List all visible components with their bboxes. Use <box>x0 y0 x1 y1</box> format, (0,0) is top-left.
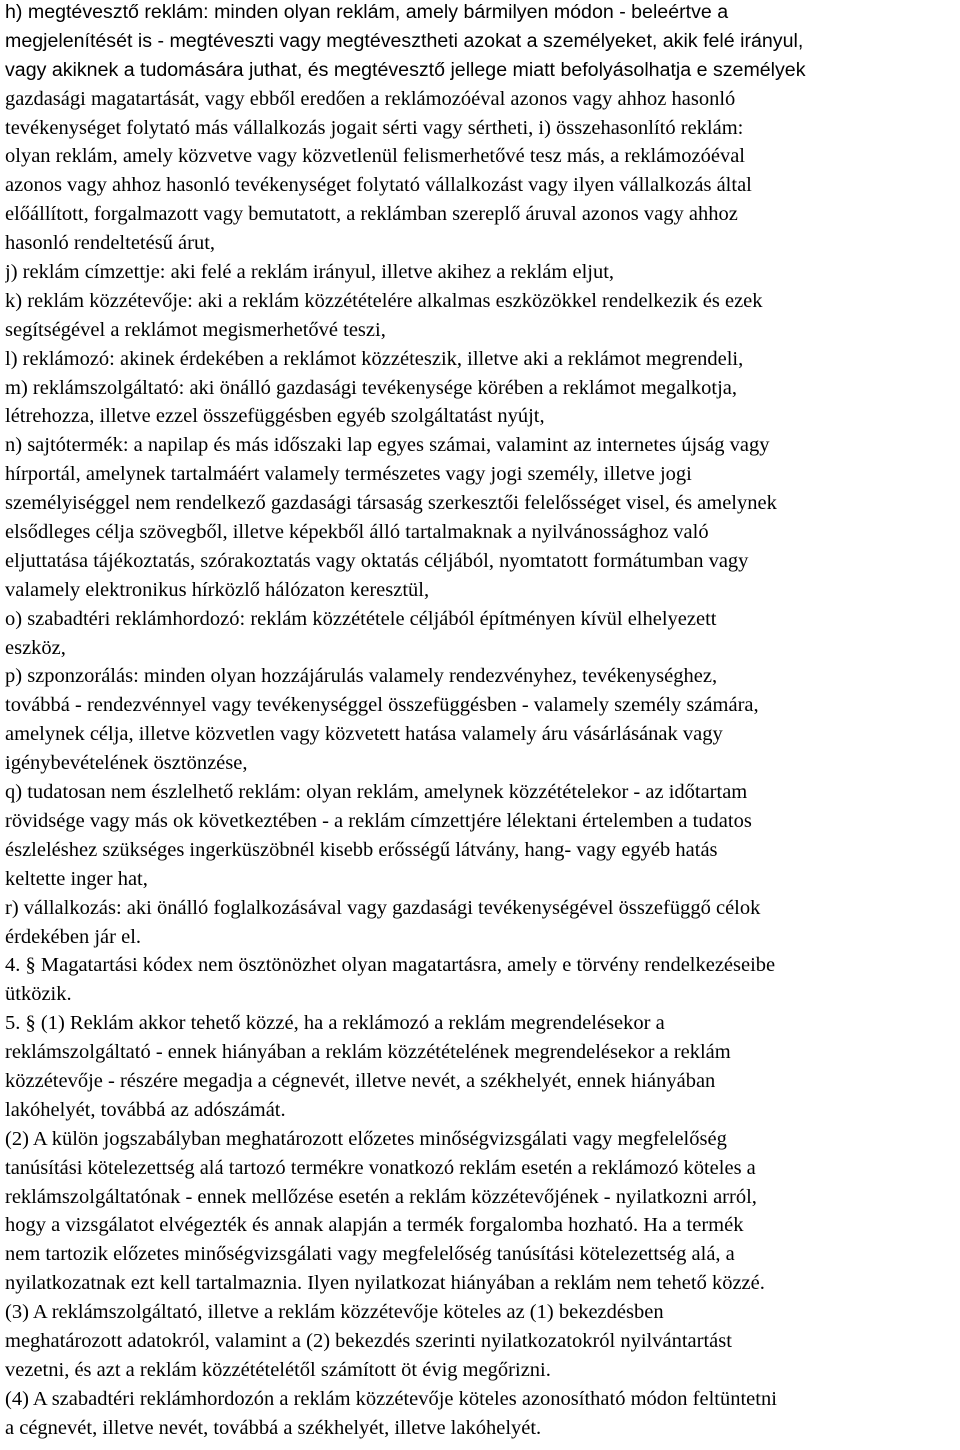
text-line: meghatározott adatokról, valamint a (2) bekezdés szerinti nyilatkozatokról nyilvántartást <box>5 1329 732 1352</box>
text-line: közzétevője - részére megadja a cégnevét, illetve nevét, a székhelyét, ennek hiányában <box>5 1069 716 1092</box>
text-line: j) reklám címzettje: aki felé a reklám irányul, illetve akihez a reklám eljut, <box>5 261 615 284</box>
text-line: olyan reklám, amely közvetve vagy közvetlenül felismerhetővé tesz más, a reklámozóéval <box>5 145 745 168</box>
text-line: hasonló rendeltetésű árut, <box>5 232 216 255</box>
text-line: elsődleges célja szövegből, illetve képekből álló tartalmaknak a nyilvánossághoz való <box>5 521 709 544</box>
text-line: érdekében jár el. <box>5 925 142 948</box>
text-line: 5. § (1) Reklám akkor tehető közzé, ha a reklámozó a reklám megrendelésekor a <box>5 1012 665 1035</box>
text-line: 4. § Magatartási kódex nem ösztönözhet olyan magatartásra, amely e törvény rendelkezéseibe <box>5 954 776 977</box>
text-line: létrehozza, illetve ezzel összefüggésben egyéb szolgáltatást nyújt, <box>5 405 545 428</box>
text-line: eljuttatása tájékoztatás, szórakoztatás vagy oktatás céljából, nyomtatott formátumban vagy <box>5 549 749 572</box>
text-line: tanúsítási kötelezettség alá tartozó termékre vonatkozó reklám esetén a reklámozó köteles a <box>5 1156 756 1179</box>
text-line: valamely elektronikus hírközlő hálózaton keresztül, <box>5 578 430 601</box>
text-line: segítségével a reklámot megismerhetővé teszi, <box>5 318 386 341</box>
text-line: személyiséggel nem rendelkező gazdasági társaság szerkesztői felelősséget visel, és amelynek <box>5 492 777 515</box>
text-line: tevékenységet folytató más vállalkozás jogait sérti vagy sértheti, i) összehasonlító reklám: <box>5 116 744 139</box>
text-line: vezetni, és azt a reklám közzétételétől számított öt évig megőrizni. <box>5 1358 551 1381</box>
text-line: (2) A külön jogszabályban meghatározott előzetes minőségvizsgálati vagy megfelelőség <box>5 1127 727 1150</box>
text-line: észleléshez szükséges ingerküszöbnél kisebb erősségű látvány, hang- vagy egyéb hatás <box>5 838 718 861</box>
text-line: igénybevételének ösztönzése, <box>5 752 248 775</box>
text-line: k) reklám közzétevője: aki a reklám közzétételére alkalmas eszközökkel rendelkezik és ezek <box>5 289 763 312</box>
text-line: l) reklámozó: akinek érdekében a reklámot közzéteszik, illetve aki a reklámot megrendeli, <box>5 347 744 370</box>
text-line: vagy akiknek a tudomására juthat, és megtévesztő jellege miatt befolyásolhatja e személyek <box>5 58 806 81</box>
text-line: o) szabadtéri reklámhordozó: reklám közzététele céljából építményen kívül elhelyezett <box>5 607 717 630</box>
text-line: amelynek célja, illetve közvetlen vagy közvetett hatása valamely áru vásárlásának vagy <box>5 723 723 746</box>
text-line: lakóhelyét, továbbá az adószámát. <box>5 1098 286 1121</box>
text-line: hogy a vizsgálatot elvégezték és annak alapján a termék forgalomba hozható. Ha a termék <box>5 1214 744 1237</box>
text-line: q) tudatosan nem észlelhető reklám: olyan reklám, amelynek közzétételekor - az időtartam <box>5 781 748 804</box>
text-line: eszköz, <box>5 636 66 659</box>
text-line: n) sajtótermék: a napilap és más időszaki lap egyes számai, valamint az internetes újság vagy <box>5 434 770 457</box>
text-line: megjelenítését is - megtéveszti vagy megtévesztheti azokat a személyeket, akik felé irányul, <box>5 29 804 52</box>
text-line: gazdasági magatartását, vagy ebből eredően a reklámozóéval azonos vagy ahhoz hasonló <box>5 87 736 110</box>
text-line: rövidsége vagy más ok következtében - a reklám címzettjére lélektani értelemben a tudatos <box>5 809 752 832</box>
text-line: (3) A reklámszolgáltató, illetve a reklám közzétevője köteles az (1) bekezdésben <box>5 1301 664 1324</box>
text-line: p) szponzorálás: minden olyan hozzájárulás valamely rendezvényhez, tevékenységhez, <box>5 665 718 688</box>
text-line: azonos vagy ahhoz hasonló tevékenységet folytató vállalkozást vagy ilyen vállalkozás által <box>5 174 752 197</box>
text-line: r) vállalkozás: aki önálló foglalkozásával vagy gazdasági tevékenységével összefüggő célok <box>5 896 761 919</box>
text-line: nyilatkozatnak ezt kell tartalmaznia. Ilyen nyilatkozat hiányában a reklám nem tehető közzé. <box>5 1272 765 1295</box>
text-line: hírportál, amelynek tartalmáért valamely természetes vagy jogi személy, illetve jogi <box>5 463 692 486</box>
document-page <box>5 0 957 1443</box>
text-line: a cégnevét, illetve nevét, továbbá a székhelyét, illetve lakóhelyét. <box>5 1416 542 1439</box>
text-line: reklámszolgáltató - ennek hiányában a reklám közzétételének megrendelésekor a reklám <box>5 1041 731 1064</box>
text-line: reklámszolgáltatónak - ennek mellőzése esetén a reklám közzétevőjének - nyilatkozni arról, <box>5 1185 757 1208</box>
text-line: ütközik. <box>5 983 72 1006</box>
text-line: m) reklámszolgáltató: aki önálló gazdasági tevékenysége körében a reklámot megalkotja, <box>5 376 738 399</box>
text-line: továbbá - rendezvénnyel vagy tevékenységgel összefüggésben - valamely személy számára, <box>5 694 759 717</box>
text-line: nem tartozik előzetes minőségvizsgálati vagy megfelelőség tanúsítási kötelezettség alá, a <box>5 1243 735 1266</box>
text-line: előállított, forgalmazott vagy bemutatott, a reklámban szereplő áruval azonos vagy ahhoz <box>5 203 738 226</box>
text-line: h) megtévesztő reklám: minden olyan reklám, amely bármilyen módon - beleértve a <box>5 1 729 23</box>
text-line: (4) A szabadtéri reklámhordozón a reklám közzétevője köteles azonosítható módon feltüntetni <box>5 1387 777 1410</box>
text-line: keltette inger hat, <box>5 867 148 890</box>
